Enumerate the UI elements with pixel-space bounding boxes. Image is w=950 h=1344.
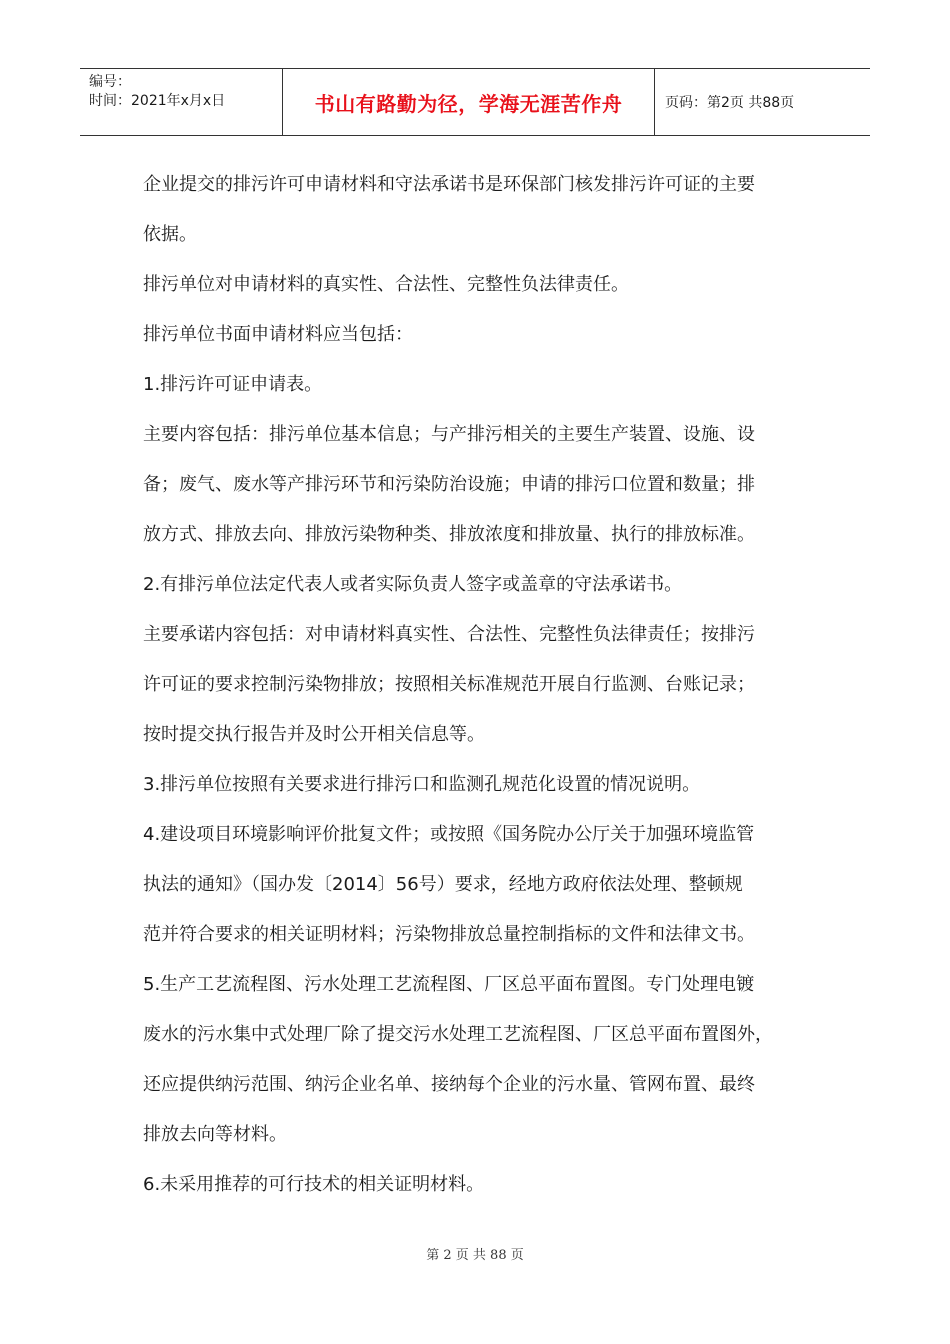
document-number-label: 编号： — [89, 74, 131, 90]
body-line: 排污单位书面申请材料应当包括： — [143, 324, 413, 345]
body-line: 依据。 — [143, 224, 197, 245]
body-line: 执法的通知》（国办发〔2014〕56号）要求，经地方政府依法处理、整顿规 — [143, 874, 743, 895]
body-line: 6.未采用推荐的可行技术的相关证明材料。 — [143, 1174, 485, 1195]
body-line: 排污单位对申请材料的真实性、合法性、完整性负法律责任。 — [143, 274, 629, 295]
body-line: 排放去向等材料。 — [143, 1124, 287, 1145]
header-page-info: 页码：第2页 共88页 — [665, 95, 795, 111]
body-line: 还应提供纳污范围、纳污企业名单、接纳每个企业的污水量、管网布置、最终 — [143, 1074, 755, 1095]
body-line: 2.有排污单位法定代表人或者实际负责人签字或盖章的守法承诺书。 — [143, 574, 683, 595]
header-motto-cell — [283, 69, 655, 135]
body-line: 废水的污水集中式处理厂除了提交污水处理工艺流程图、厂区总平面布置图外， — [143, 1024, 773, 1045]
header-table — [80, 68, 870, 136]
body-line: 范并符合要求的相关证明材料；污染物排放总量控制指标的文件和法律文书。 — [143, 924, 755, 945]
body-line: 1.排污许可证申请表。 — [143, 374, 323, 395]
page-footer: 第 2 页 共 88 页 — [426, 1248, 524, 1263]
body-line: 5.生产工艺流程图、污水处理工艺流程图、厂区总平面布置图。专门处理电镀 — [143, 974, 755, 995]
body-line: 放方式、排放去向、排放污染物种类、排放浓度和排放量、执行的排放标准。 — [143, 524, 755, 545]
header-meta-cell — [80, 69, 283, 135]
body-line: 按时提交执行报告并及时公开相关信息等。 — [143, 724, 485, 745]
header-motto: 书山有路勤为径，学海无涯苦作舟 — [314, 91, 623, 116]
body-line: 3.排污单位按照有关要求进行排污口和监测孔规范化设置的情况说明。 — [143, 774, 701, 795]
header-page-cell — [655, 69, 870, 135]
body-line: 主要承诺内容包括：对申请材料真实性、合法性、完整性负法律责任；按排污 — [143, 624, 755, 645]
document-body — [143, 160, 823, 1210]
document-date-label: 时间：2021年x月x日 — [89, 93, 226, 109]
body-line: 企业提交的排污许可申请材料和守法承诺书是环保部门核发排污许可证的主要 — [143, 174, 755, 195]
body-line: 备；废气、废水等产排污环节和污染防治设施；申请的排污口位置和数量；排 — [143, 474, 755, 495]
body-line: 许可证的要求控制污染物排放；按照相关标准规范开展自行监测、台账记录； — [143, 674, 755, 695]
body-line: 4.建设项目环境影响评价批复文件；或按照《国务院办公厅关于加强环境监管 — [143, 824, 755, 845]
body-line: 主要内容包括：排污单位基本信息；与产排污相关的主要生产装置、设施、设 — [143, 424, 755, 445]
